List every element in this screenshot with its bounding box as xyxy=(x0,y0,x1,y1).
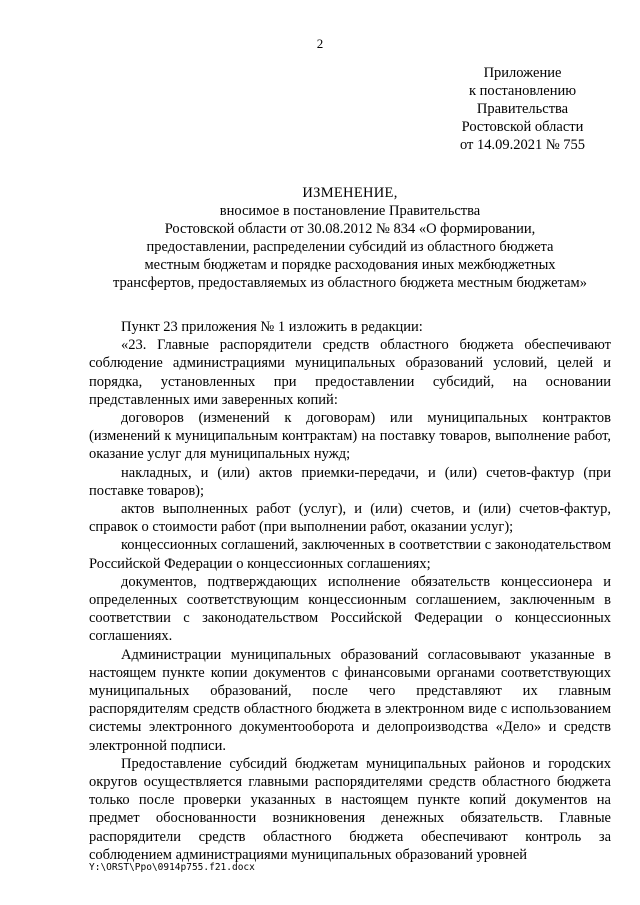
appendix-block xyxy=(455,64,590,154)
title-heading: ИЗМЕНЕНИЕ, xyxy=(302,185,398,201)
document-title xyxy=(85,184,615,292)
title-line: предоставлении, распределении субсидий из областного бюджета xyxy=(146,239,554,255)
page-number: 2 xyxy=(316,36,324,51)
title-line: Ростовской области от 30.08.2012 № 834 «О формировании, xyxy=(164,221,536,237)
paragraph: накладных, и (или) актов приемки-передачи, и (или) счетов-фактур (при поставке товаров); xyxy=(89,464,611,499)
paragraph: актов выполненных работ (услуг), и (или) счетов, и (или) счетов-фактур, справок о стоимости работ (при выполнении работ, оказании услуг); xyxy=(89,501,611,536)
appendix-line: от 14.09.2021 № 755 xyxy=(459,137,586,153)
title-line: трансфертов, предоставляемых из областного бюджета местным бюджетам» xyxy=(113,275,587,291)
title-line: вносимое в постановление Правительства xyxy=(219,203,481,219)
paragraph: документов, подтверждающих исполнение обязательств концессионера и определенных соответствующим концессионным соглашением, заключенным в соответствии с законодательством Российской Федерации о концессионных соглашениях. xyxy=(89,573,611,645)
appendix-line: Ростовской области xyxy=(461,119,584,135)
appendix-line: Приложение xyxy=(483,65,562,81)
paragraph: «23. Главные распорядители средств областного бюджета обеспечивают соблюдение администрациями муниципальных образований условий, целей и порядка, установленных при предоставлении субсидий, на основании представленных ими заверенных копий: xyxy=(89,337,611,408)
title-line: местным бюджетам и порядке расходования иных межбюджетных xyxy=(144,257,556,273)
paragraph: договоров (изменений к договорам) или муниципальных контрактов (изменений к муниципальным контрактам) на поставку товаров, выполнение работ, оказание услуг для муниципальных нужд; xyxy=(89,410,611,463)
paragraph: Предоставление субсидий бюджетам муниципальных районов и городских округов осуществляется главными распорядителями средств областного бюджета только после проверки указанных в настоящем пункте копий документов на предмет обоснованности возникновения денежных обязательств. Главные распорядители средств областного бюджета обеспечивают контроль за соблюдением администрациями муниципальных образований уровней xyxy=(89,755,611,863)
appendix-line: к постановлению xyxy=(468,83,577,99)
paragraph: Администрации муниципальных образований согласовывают указанные в настоящем пункте копии документов с финансовыми органами соответствующих муниципальных образований, после чего представляют их главным распорядителям средств областного бюджета в электронном виде с использованием системы электронного документооборота и делопроизводства «Дело» и средств электронной подписи. xyxy=(89,646,611,754)
paragraph: Пункт 23 приложения № 1 изложить в редакции: xyxy=(121,319,423,335)
appendix-line: Правительства xyxy=(476,101,569,117)
file-path-footer: Y:\ORST\Ppo\0914p755.f21.docx xyxy=(89,862,255,873)
paragraph: концессионных соглашений, заключенных в соответствии с законодательством Российской Федерации о концессионных соглашениях; xyxy=(89,537,611,572)
document-body xyxy=(89,318,611,864)
